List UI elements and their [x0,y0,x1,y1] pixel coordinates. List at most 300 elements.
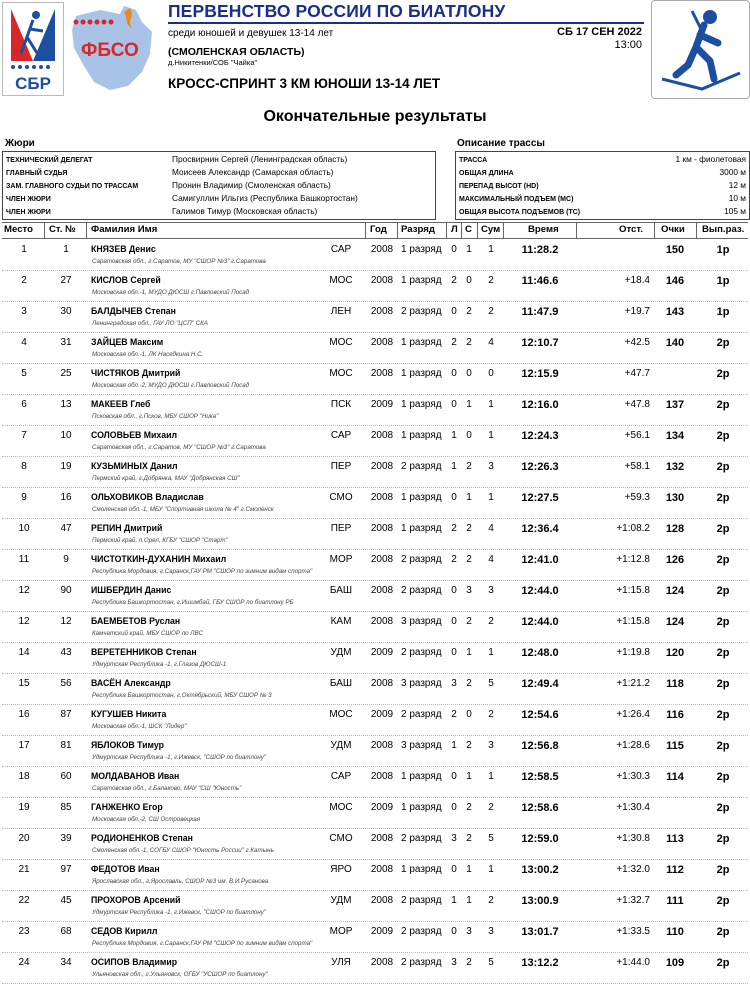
time-behind-cell: +1:32.0 [616,864,650,875]
header-year: Год [370,224,387,235]
category-achieved-cell: 2р [716,678,730,690]
table-row [0,767,750,798]
points-cell: 111 [666,895,684,907]
jury-row: ЧЛЕН ЖЮРИ Галимов Тимур (Московская область) [6,206,318,216]
region-code-cell: МОР [329,926,353,937]
prone-misses-cell: 0 [451,771,457,782]
finish-time-cell: 12:36.4 [521,523,559,535]
athlete-name: ПРОХОРОВ Арсений [91,895,181,906]
prone-misses-cell: 0 [451,244,457,255]
table-row [0,395,750,426]
sport-rank-cell: 1 разряд [401,802,442,813]
points-cell: 120 [665,647,685,659]
place-cell: 16 [18,709,30,720]
sport-rank-cell: 1 разряд [401,244,442,255]
standing-misses-cell: 2 [466,554,472,565]
standing-misses-cell: 1 [466,647,472,658]
athlete-club: Пермский край, п.Орел, КГБУ "СШОР "Старт" [92,537,228,544]
birth-year-cell: 2008 [370,368,394,379]
time-behind-cell: +1:19.8 [616,647,650,658]
athlete-name: МАКЕЕВ Глеб [91,399,151,410]
standing-misses-cell: 1 [466,771,472,782]
athlete-name: МОЛДАВАНОВ Иван [91,771,180,782]
region-code-cell: СМО [329,833,353,844]
category-achieved-cell: 2р [716,523,730,535]
time-behind-cell: +1:12.8 [616,554,650,565]
standing-misses-cell: 2 [466,957,472,968]
category-achieved-cell: 1р [716,306,730,318]
sbr-logo [2,2,64,96]
standing-misses-cell: 2 [466,678,472,689]
row-divider [2,983,748,984]
standing-misses-cell: 0 [466,368,472,379]
finish-time-cell: 12:58.5 [521,771,559,783]
table-row [0,674,750,705]
region-code-cell: МОС [329,368,353,379]
birth-year-cell: 2008 [370,461,394,472]
table-row [0,860,750,891]
points-cell: 137 [665,399,685,411]
sport-rank-cell: 2 разряд [401,709,442,720]
points-cell: 116 [666,709,684,721]
finish-time-cell: 11:28.2 [521,244,559,256]
table-row [0,643,750,674]
birth-year-cell: 2008 [370,523,394,534]
time-behind-cell: +1:30.4 [616,802,650,813]
athlete-name: КУЗЬМИНЫХ Данил [91,461,178,472]
bib-cell: 68 [60,926,72,937]
region-code-cell: КАМ [330,616,352,627]
birth-year-cell: 2009 [370,399,394,410]
sport-rank-cell: 2 разряд [401,647,442,658]
athlete-name: СОЛОВЬЕВ Михаил [91,430,178,441]
header-time: Время [528,224,559,235]
prone-misses-cell: 0 [451,585,457,596]
table-row [0,271,750,302]
venue-label: д.Никитенки/СОБ "Чайка" [168,58,258,67]
place-cell: 8 [21,461,27,472]
header-bib: Ст. № [49,224,76,235]
region-code-cell: УДМ [330,895,352,906]
header-category: Вып.раз. [702,224,745,235]
region-code-cell: СМО [329,492,353,503]
bib-cell: 56 [60,678,72,689]
birth-year-cell: 2008 [370,337,394,348]
time-behind-cell: +58.1 [624,461,650,472]
birth-year-cell: 2009 [370,926,394,937]
category-achieved-cell: 2р [716,585,730,597]
time-behind-cell: +42.5 [624,337,650,348]
final-results-heading: Окончательные результаты [263,108,487,125]
place-cell: 11 [18,554,30,565]
points-cell: 118 [666,678,684,690]
table-row [0,705,750,736]
category-achieved-cell: 2р [716,957,730,969]
bib-cell: 87 [60,709,72,720]
region-code-cell: УДМ [330,740,352,751]
points-cell: 110 [666,926,684,938]
table-header-bottom-border [2,238,748,239]
time-behind-cell: +1:15.8 [616,585,650,596]
athlete-club: Республика Башкортостан, г.Октябрьский, МБУ СШОР № 3 [92,692,272,699]
total-misses-cell: 2 [488,275,494,286]
finish-time-cell: 12:59.0 [521,833,559,845]
age-group-subtitle: среди юношей и девушек 13-14 лет [168,28,334,39]
bib-cell: 90 [60,585,72,596]
points-cell: 126 [665,554,685,566]
table-row [0,953,750,984]
region-code-cell: САР [330,771,352,782]
prone-misses-cell: 0 [451,492,457,503]
standing-misses-cell: 2 [466,461,472,472]
birth-year-cell: 2008 [370,430,394,441]
points-cell: 134 [665,430,685,442]
athlete-name: ВАСЁН Александр [91,678,171,689]
sport-rank-cell: 1 разряд [401,523,442,534]
athlete-club: Московская обл.-2, СШ Островецкая [92,816,201,823]
region-code-cell: БАШ [329,678,353,689]
event-time: 13:00 [614,39,642,51]
race-title: КРОСС-СПРИНТ 3 КМ ЮНОШИ 13-14 ЛЕТ [168,76,441,91]
place-cell: 22 [18,895,30,906]
athlete-club: Саратовская обл., г.Саратов, МУ "СШОР №3" г.Саратова [92,258,266,265]
finish-time-cell: 12:15.9 [521,368,559,380]
time-behind-cell: +1:32.7 [616,895,650,906]
place-cell: 12 [18,616,30,627]
bib-cell: 27 [60,275,72,286]
finish-time-cell: 12:54.6 [521,709,559,721]
standing-misses-cell: 0 [466,430,472,441]
athlete-name: ИШБЕРДИН Данис [91,585,172,596]
place-cell: 17 [18,740,30,751]
region-code-cell: ЯРО [330,864,352,875]
total-misses-cell: 1 [488,771,494,782]
finish-time-cell: 11:46.6 [521,275,559,287]
place-cell: 10 [18,523,30,534]
total-misses-cell: 4 [488,523,494,534]
table-row [0,488,750,519]
athlete-club: Московская обл.-1, МУДО ДЮСШ г.Павловский Посад [92,289,250,296]
athlete-club: Смоленская обл.-1, МБУ "Спортивная школа № 4" г.Смоленск [92,506,274,513]
total-misses-cell: 0 [488,368,494,379]
total-misses-cell: 3 [488,740,494,751]
finish-time-cell: 12:58.6 [521,802,559,814]
points-cell: 150 [665,244,685,256]
athlete-club: Ульяновская обл., г.Ульяновск, ОГБУ "УСШОР по биатлону" [92,971,268,978]
standing-misses-cell: 1 [466,864,472,875]
time-behind-cell: +1:30.8 [616,833,650,844]
prone-misses-cell: 0 [451,926,457,937]
biathlon-pictogram [651,0,750,99]
place-cell: 21 [18,864,30,875]
total-misses-cell: 3 [488,461,494,472]
category-achieved-cell: 2р [716,926,730,938]
total-misses-cell: 1 [488,492,494,503]
athlete-name: ОСИПОВ Владимир [91,957,178,968]
finish-time-cell: 12:48.0 [521,647,559,659]
jury-row: ГЛАВНЫЙ СУДЬЯ Моисеев Александр (Самарская область) [6,167,334,177]
category-achieved-cell: 2р [716,430,730,442]
category-achieved-cell: 2р [716,399,730,411]
header-points: Очки [661,224,685,235]
jury-row: ТЕХНИЧЕСКИЙ ДЕЛЕГАТ Просвирнин Сергей (Ленинградская область) [6,154,348,164]
sport-rank-cell: 3 разряд [401,740,442,751]
table-row [0,457,750,488]
header-rank: Разряд [401,224,435,235]
athlete-name: КИСЛОВ Сергей [91,275,161,286]
place-cell: 2 [21,275,27,286]
points-cell: 132 [665,461,685,473]
total-misses-cell: 5 [488,833,494,844]
header-standing: С [465,224,472,235]
points-cell: 146 [665,275,685,287]
athlete-club: Ярославская обл., г.Ярославль, СШОР №3 им. В.И.Русанова [92,878,269,885]
place-cell: 5 [21,368,27,379]
place-cell: 15 [18,678,30,689]
athlete-club: Московская обл.-1, ЛК Наседкина Н.С. [92,351,204,358]
region-code-cell: ПЕР [330,461,352,472]
athlete-club: Ленинградская обл., ГАУ ЛО "ЦСП" СКА [92,320,208,327]
prone-misses-cell: 0 [451,616,457,627]
athlete-name: СЕДОВ Кирилл [91,926,158,937]
time-behind-cell: +1:44.0 [616,957,650,968]
birth-year-cell: 2008 [370,678,394,689]
course-row: ПЕРЕПАД ВЫСОТ (HD) 12 м [459,180,746,190]
sport-rank-cell: 1 разряд [401,771,442,782]
athlete-club: Республика Башкортостан, г.Ишимбай, ГБУ СШОР по биатлону РБ [92,599,294,606]
region-code-cell: МОС [329,337,353,348]
points-cell: 128 [665,523,685,535]
place-cell: 12 [18,585,30,596]
athlete-club: Камчатский край, МБУ СШОР по ЛВС [92,630,203,637]
finish-time-cell: 11:47.9 [521,306,559,318]
bib-cell: 30 [60,306,72,317]
category-achieved-cell: 2р [716,833,730,845]
total-misses-cell: 1 [488,864,494,875]
jury-heading: Жюри [5,138,35,149]
table-row [0,519,750,550]
standing-misses-cell: 2 [466,523,472,534]
birth-year-cell: 2008 [370,554,394,565]
category-achieved-cell: 2р [716,616,730,628]
prone-misses-cell: 2 [451,554,457,565]
bib-cell: 25 [60,368,72,379]
sport-rank-cell: 2 разряд [401,833,442,844]
finish-time-cell: 12:56.8 [521,740,559,752]
sport-rank-cell: 2 разряд [401,461,442,472]
total-misses-cell: 1 [488,399,494,410]
points-cell: 113 [666,833,684,845]
header-behind: Отст. [619,224,643,235]
bib-cell: 85 [60,802,72,813]
sport-rank-cell: 1 разряд [401,430,442,441]
prone-misses-cell: 0 [451,306,457,317]
birth-year-cell: 2009 [370,802,394,813]
birth-year-cell: 2008 [370,244,394,255]
course-panel [455,151,750,220]
table-row [0,240,750,271]
table-row [0,612,750,643]
category-achieved-cell: 2р [716,802,730,814]
time-behind-cell: +1:30.3 [616,771,650,782]
sport-rank-cell: 2 разряд [401,926,442,937]
athlete-club: Псковская обл., г.Псков, МБУ СШОР "Ника" [92,413,219,420]
bib-cell: 12 [60,616,72,627]
standing-misses-cell: 2 [466,833,472,844]
standing-misses-cell: 0 [466,275,472,286]
place-cell: 7 [21,430,27,441]
fbso-logo-text: ФБСО [81,40,139,61]
sport-rank-cell: 3 разряд [401,678,442,689]
birth-year-cell: 2008 [370,740,394,751]
finish-time-cell: 12:44.0 [521,616,559,628]
points-cell: 115 [666,740,684,752]
category-achieved-cell: 2р [716,895,730,907]
prone-misses-cell: 2 [451,523,457,534]
total-misses-cell: 3 [488,585,494,596]
athlete-name: ЯБЛОКОВ Тимур [91,740,164,751]
birth-year-cell: 2009 [370,709,394,720]
time-behind-cell: +56.1 [624,430,650,441]
birth-year-cell: 2008 [370,895,394,906]
region-code-cell: ЛЕН [330,306,352,317]
points-cell: 124 [665,585,685,597]
region-label: (СМОЛЕНСКАЯ ОБЛАСТЬ) [168,46,305,58]
time-behind-cell: +1:21.2 [616,678,650,689]
time-behind-cell: +1:15.8 [616,616,650,627]
course-row: ТРАССА 1 км - фиолетовая [459,154,746,164]
region-code-cell: МОС [329,709,353,720]
bib-cell: 19 [60,461,72,472]
category-achieved-cell: 2р [716,554,730,566]
athlete-club: Пермский край, г.Добрянка, МАУ "Добрянская СШ" [92,475,240,482]
athlete-name: БАЕМБЕТОВ Руслан [91,616,181,627]
prone-misses-cell: 3 [451,957,457,968]
prone-misses-cell: 0 [451,864,457,875]
athlete-name: ГАНЖЕНКО Егор [91,802,163,813]
event-date: СБ 17 СЕН 2022 [557,26,642,38]
prone-misses-cell: 1 [451,461,457,472]
points-cell: 112 [666,864,684,876]
region-code-cell: САР [330,430,352,441]
place-cell: 3 [21,306,27,317]
athlete-club: Республика Мордовия, г.Саранск,ГАУ РМ "СШОР по зимним видам спорта" [92,940,313,947]
prone-misses-cell: 0 [451,647,457,658]
sport-rank-cell: 3 разряд [401,616,442,627]
header-place: Место [4,224,33,235]
category-achieved-cell: 2р [716,864,730,876]
time-behind-cell: +19.7 [624,306,650,317]
sport-rank-cell: 1 разряд [401,275,442,286]
category-achieved-cell: 2р [716,740,730,752]
table-row [0,302,750,333]
region-code-cell: ПСК [330,399,352,410]
sport-rank-cell: 2 разряд [401,957,442,968]
table-row [0,829,750,860]
header-sum: Сум [481,224,501,235]
sport-rank-cell: 2 разряд [401,306,442,317]
finish-time-cell: 13:12.2 [521,957,559,969]
standing-misses-cell: 2 [466,306,472,317]
total-misses-cell: 2 [488,709,494,720]
bib-cell: 47 [60,523,72,534]
prone-misses-cell: 0 [451,399,457,410]
bib-cell: 39 [60,833,72,844]
table-row [0,922,750,953]
category-achieved-cell: 2р [716,337,730,349]
place-cell: 4 [21,337,27,348]
finish-time-cell: 12:26.3 [521,461,559,473]
athlete-club: Удмуртская Республика -1, г.Ижевск, "СШОР по биатлону" [92,909,267,916]
prone-misses-cell: 2 [451,337,457,348]
place-cell: 19 [18,802,30,813]
finish-time-cell: 12:27.5 [521,492,559,504]
time-behind-cell: +1:26.4 [616,709,650,720]
course-row: МАКСИМАЛЬНЫЙ ПОДЪЕМ (МС) 10 м [459,193,746,203]
region-code-cell: БАШ [329,585,353,596]
sport-rank-cell: 1 разряд [401,399,442,410]
bib-cell: 97 [60,864,72,875]
athlete-name: ОЛЬХОВИКОВ Владислав [91,492,204,503]
points-cell: 124 [665,616,685,628]
total-misses-cell: 2 [488,616,494,627]
finish-time-cell: 12:41.0 [521,554,559,566]
standing-misses-cell: 1 [466,399,472,410]
athlete-name: РОДИОНЕНКОВ Степан [91,833,193,844]
bib-cell: 60 [60,771,72,782]
athlete-name: РЕПИН Дмитрий [91,523,163,534]
finish-time-cell: 13:00.2 [521,864,559,876]
sport-rank-cell: 1 разряд [401,492,442,503]
region-code-cell: УЛЯ [331,957,351,968]
standing-misses-cell: 1 [466,492,472,503]
total-misses-cell: 2 [488,802,494,813]
standing-misses-cell: 2 [466,616,472,627]
standing-misses-cell: 3 [466,926,472,937]
region-code-cell: ПЕР [330,523,352,534]
total-misses-cell: 1 [488,647,494,658]
total-misses-cell: 2 [488,895,494,906]
category-achieved-cell: 1р [716,275,730,287]
birth-year-cell: 2008 [370,957,394,968]
birth-year-cell: 2008 [370,864,394,875]
sport-rank-cell: 1 разряд [401,864,442,875]
table-row [0,581,750,612]
birth-year-cell: 2008 [370,585,394,596]
category-achieved-cell: 2р [716,771,730,783]
header-prone: Л [451,224,458,235]
athlete-club: Республика Мордовия, г.Саранск,ГАУ РМ "СШОР по зимним видам спорта" [92,568,313,575]
course-row: ОБЩАЯ ВЫСОТА ПОДЪЕМОВ (ТС) 105 м [459,206,746,216]
category-achieved-cell: 2р [716,647,730,659]
sport-rank-cell: 1 разряд [401,368,442,379]
header-name: Фамилия Имя [91,224,158,235]
course-row: ОБЩАЯ ДЛИНА 3000 м [459,167,746,177]
athlete-name: ВЕРЕТЕННИКОВ Степан [91,647,197,658]
jury-row: ЗАМ. ГЛАВНОГО СУДЬИ ПО ТРАССАМ Пронин Владимир (Смоленская область) [6,180,331,190]
points-cell: 143 [665,306,685,318]
athlete-club: Удмуртская Республика -1, г.Глазов ДЮСШ-1 [92,661,227,668]
time-behind-cell: +1:28.6 [616,740,650,751]
athlete-name: КНЯЗЕВ Денис [91,244,156,255]
total-misses-cell: 1 [488,244,494,255]
bib-cell: 9 [63,554,69,565]
athlete-club: Смоленская обл.-1, СОГБУ СШОР "Юность России" г.Катынь [92,847,274,854]
time-behind-cell: +59.3 [624,492,650,503]
total-misses-cell: 3 [488,926,494,937]
table-row [0,364,750,395]
total-misses-cell: 1 [488,430,494,441]
